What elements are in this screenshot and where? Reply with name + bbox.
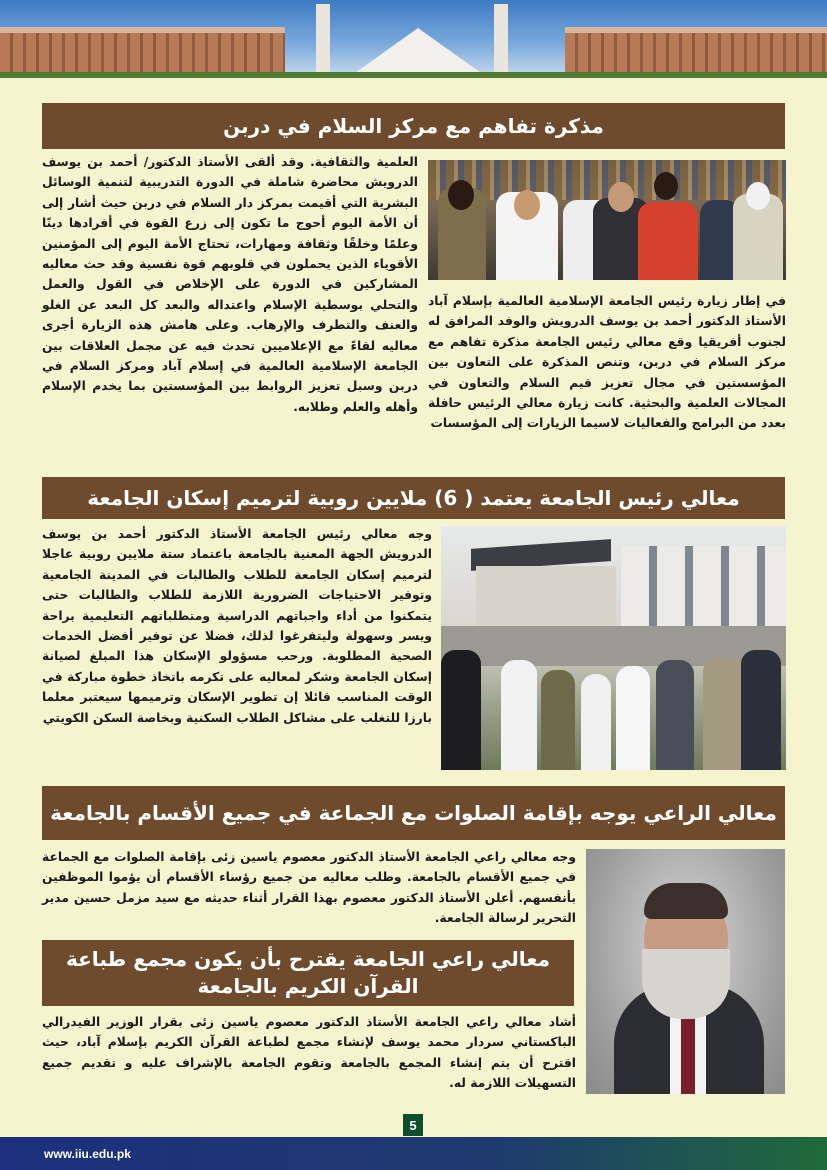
article-text-mou-intro: في إطار زيارة رئيس الجامعة الإسلامية العالمية بإسلام آباد الأستاذ الدكتور أحمد بن يوسف الدرويش والوفد المرافق له لجنوب أفريقيا وقع معالي رئيس الجامعة مذكرة تفاهم مع مركز السلام في دربن، وتنص المذكرة على التعاون بين المؤسستين في مجال تعزيز قيم السلام والتعاون في المجالات العلمية والبحثية. كانت زيارة معالي الرئيس حافلة بعدد من البرامج والفعاليات لاسيما الزيارات إلى المؤسسات [428, 294, 786, 431]
minaret-right [494, 4, 508, 78]
section-title-housing-renovation: معالي رئيس الجامعة يعتمد ( 6) ملايين روبية لترميم إسكان الجامعة [42, 477, 785, 519]
page-number: 5 [403, 1114, 423, 1136]
article-text-housing-renovation: وجه معالي رئيس الجامعة الأستاذ الدكتور أحمد بن يوسف الدرويش الجهة المعنية بالجامعة باعتماد ستة ملايين روبية عاجلا لترميم إسكان الجامعة للطلاب والطالبات في المدينة الجامعية وتوفير الاحتياجات الضرورية اللازمة للطلاب والطالبات حتى يتمكنوا من أداء واجباتهم الدراسية ومتطلباتهم التعليمية براحة ويسر وسهولة وليتفرغوا لذلك، فضلا عن توفير أفضل الخدمات الصحية المطلوبة. ورحب مسؤولو الإسكان هذا المبلغ لصيانة إسكان الجامعة وشكر لمعاليه على تكرمه باتخاذ خطوة مباركة في الوقت المناسب قائلا إن تطوير الإسكان وترميمها سيعتبر معلما بارزا للتغلب على مشاكل الطلاب السكنية وبخاصة السكن الكويتي [42, 527, 432, 725]
header-banner-photo [0, 0, 827, 78]
article-text-quran-printing-complex: أشاد معالي راعي الجامعة الأستاذ الدكتور معصوم ياسين زئى بقرار الوزير الفيدرالي الباكستاني سردار محمد يوسف لإنشاء مجمع لطباعة القرآن الكريم بإسلام آباد، حيث اقترح أن يتم إنشاء المجمع بالجامعة وتقوم الجامعة بالإشراف عليه و تقديم جميع التسهيلات اللازمة له. [42, 1015, 576, 1091]
website-link[interactable]: www.iiu.edu.pk [44, 1147, 131, 1161]
photo-delegation-meeting [428, 160, 786, 280]
article-text-congregational-prayers: وجه معالي راعي الجامعة الأستاذ الدكتور معصوم ياسين زئى بإقامة الصلوات مع الجماعة في جميع الأقسام بالجامعة. وطلب معاليه من جميع رؤساء الأقسام أن يؤموا الموظفين بأنفسهم. أعلن الأستاذ الدكتور معصوم بهذا القرار أثناء حديثه مع سيد مزمل حسين مدير التحرير لرسالة الجامعة. [42, 850, 576, 926]
section-title-mou-durban: مذكرة تفاهم مع مركز السلام في دربن [42, 103, 785, 149]
section-title-quran-printing-complex: معالي راعي الجامعة يقترح بأن يكون مجمع طباعة القرآن الكريم بالجامعة [42, 940, 574, 1006]
article-text-mou-continued: العلمية والثقافية. وقد ألقى الأستاذ الدكتور/ أحمد بن يوسف الدرويش محاضرة شاملة في الدورة التدريبية لتنمية الوسائل البشرية التي أقيمت بمركز دار السلام في دربن حيث أشار إلى أن الأمة اليوم أحوج ما تكون إلى زرع القوة في أفرادها دينًا وعلمًا وخلقًا وثقافة ومهارات، تحتاج الأمة اليوم إلى المؤمنين الأقوياء الذين يحملون في قلوبهم قوة نفسية وقد حث معاليه المشاركين في الدورة على الإخلاص في القول والعمل والتحلي بوسطية الإسلام واعتداله والبعد كل البعد عن الغلو والعنف والتطرف والإرهاب. وعلى هامش هذه الزيارة أجرى معاليه لقاءً مع الإعلاميين تحدث فيه عن مجمل العلاقات بين الجامعة الإسلامية العالمية في إسلام آباد ومركز السلام في دربن وسبل تعزيز الروابط بين المؤسستين بما يخدم الإسلام وأهله والعلم وطلابه. [42, 155, 418, 414]
mosque-roof [348, 28, 488, 78]
minaret-left [316, 4, 330, 78]
portrait-university-rector [586, 849, 785, 1094]
photo-housing-visit [441, 526, 786, 770]
section-title-congregational-prayers: معالي الراعي يوجه بإقامة الصلوات مع الجماعة في جميع الأقسام بالجامعة [42, 786, 785, 840]
